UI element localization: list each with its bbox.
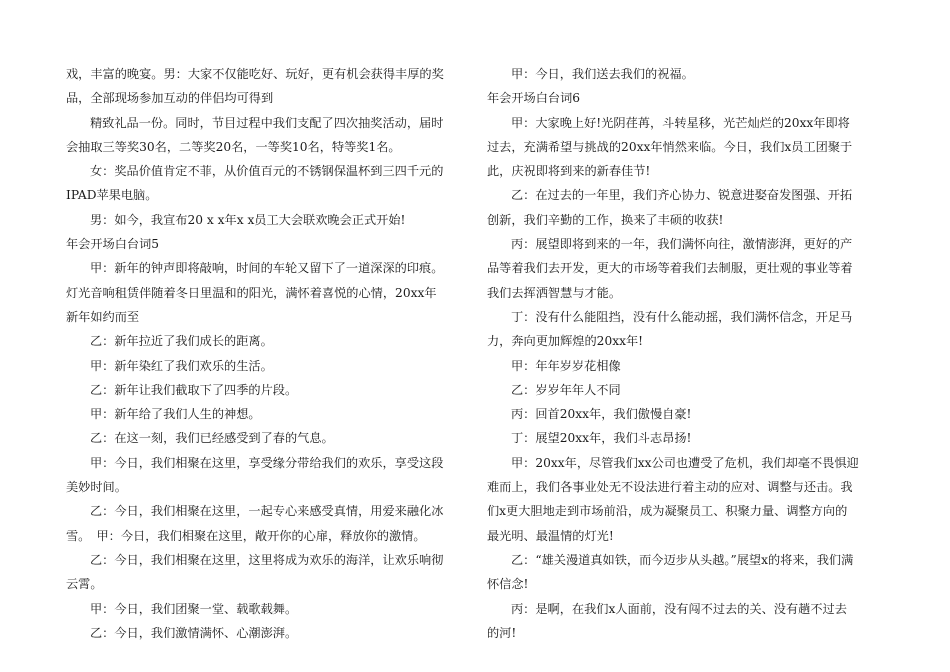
paragraph: 男：如今，我宣布20 x x年x x员工大会联欢晚会正式开始! bbox=[90, 212, 406, 227]
paragraph: 乙：今日，我们激情满怀、心潮澎湃。 bbox=[90, 625, 298, 640]
left-text-column bbox=[66, 62, 446, 645]
paragraph: 丙：回首20xx年，我们傲慢自豪! bbox=[511, 407, 692, 422]
paragraph: 女：奖品价值肯定不菲，从价值百元的不锈钢保温杯到三四千元的IPAD苹果电脑。 bbox=[66, 164, 444, 203]
section-heading: 年会开场白台词6 bbox=[487, 91, 581, 106]
paragraph: 乙：岁岁年年人不同 bbox=[511, 382, 621, 397]
paragraph: 甲：新年染红了我们欢乐的生活。 bbox=[90, 358, 273, 373]
paragraph: 乙：今日，我们相聚在这里，这里将成为欢乐的海洋，让欢乐响彻云霄。 bbox=[66, 552, 444, 592]
paragraph: 乙：在这一刻，我们已经感受到了春的气息。 bbox=[90, 431, 334, 446]
paragraph: 甲：今日，我们相聚在这里，享受缘分带给我们的欢乐，享受这段美妙时间。 bbox=[66, 455, 444, 495]
paragraph: 甲：20xx年，尽管我们xx公司也遭受了危机，我们却毫不畏惧迎难而上，我们各事业处无不设法进行着主动的应对、调整与还击。我们x更大胆地走到市场前沿，成为凝聚员工、积聚力量、调整方向的最光明、最温情的灯光! bbox=[487, 455, 859, 543]
paragraph: 丁：没有什么能阻挡，没有什么能动摇，我们满怀信念，开足马力，奔向更加辉煌的20xx年! bbox=[487, 309, 853, 349]
paragraph: 乙：今日，我们相聚在这里，一起专心来感受真情，用爱来融化冰雪。 甲：今日，我们相聚在这里，敞开你的心扉，释放你的激情。 bbox=[66, 504, 444, 543]
paragraph: 乙：新年拉近了我们成长的距离。 bbox=[90, 334, 273, 349]
paragraph: 丙：是啊，在我们x人面前，没有闯不过去的关、没有趟不过去的河! bbox=[487, 601, 847, 640]
paragraph: 乙：在过去的一年里，我们齐心协力、锐意进娶奋发图强、开拓创新，我们辛勤的工作，换来了丰硕的收获! bbox=[487, 188, 853, 227]
paragraph: 乙：“雄关漫道真如铁，而今迈步从头越。”展望x的将来，我们满怀信念! bbox=[487, 552, 854, 592]
paragraph: 精致礼品一份。同时，节目过程中我们支配了四次抽奖活动，届时会抽取三等奖30名，二等奖20名，一等奖10名，特等奖1名。 bbox=[66, 115, 444, 154]
paragraph: 甲：今日，我们团聚一堂、载歌载舞。 bbox=[90, 601, 298, 616]
paragraph: 乙：新年让我们截取下了四季的片段。 bbox=[90, 382, 298, 397]
paragraph: 甲：今日，我们送去我们的祝福。 bbox=[511, 67, 694, 81]
section-heading: 年会开场白台词5 bbox=[66, 237, 160, 252]
paragraph: 戏，丰富的晚宴。男：大家不仅能吃好、玩好，更有机会获得丰厚的奖品，全部现场参加互动的伴侣均可得到 bbox=[66, 67, 444, 106]
paragraph: 丙：展望即将到来的一年，我们满怀向往，激情澎湃，更好的产品等着我们去开发，更大的市场等着我们去制服，更壮观的事业等着我们去挥洒智慧与才能。 bbox=[487, 237, 853, 300]
right-text-column bbox=[487, 62, 859, 645]
paragraph: 甲：新年的钟声即将敲响，时间的车轮又留下了一道深深的印痕。灯光音响租赁伴随着冬日里温和的阳光，满怀着喜悦的心情，20xx年新年如约而至 bbox=[66, 261, 444, 324]
paragraph: 甲：新年给了我们人生的神想。 bbox=[90, 407, 261, 422]
paragraph: 丁：展望20xx年，我们斗志昂扬! bbox=[511, 431, 692, 446]
paragraph: 甲：大家晚上好!光阴荏苒，斗转星移，光芒灿烂的20xx年即将过去，充满希望与挑战的20xx年悄然来临。今日，我们x员工团聚于此，庆祝即将到来的新春佳节! bbox=[487, 115, 853, 179]
paragraph: 甲：年年岁岁花相像 bbox=[511, 358, 621, 373]
